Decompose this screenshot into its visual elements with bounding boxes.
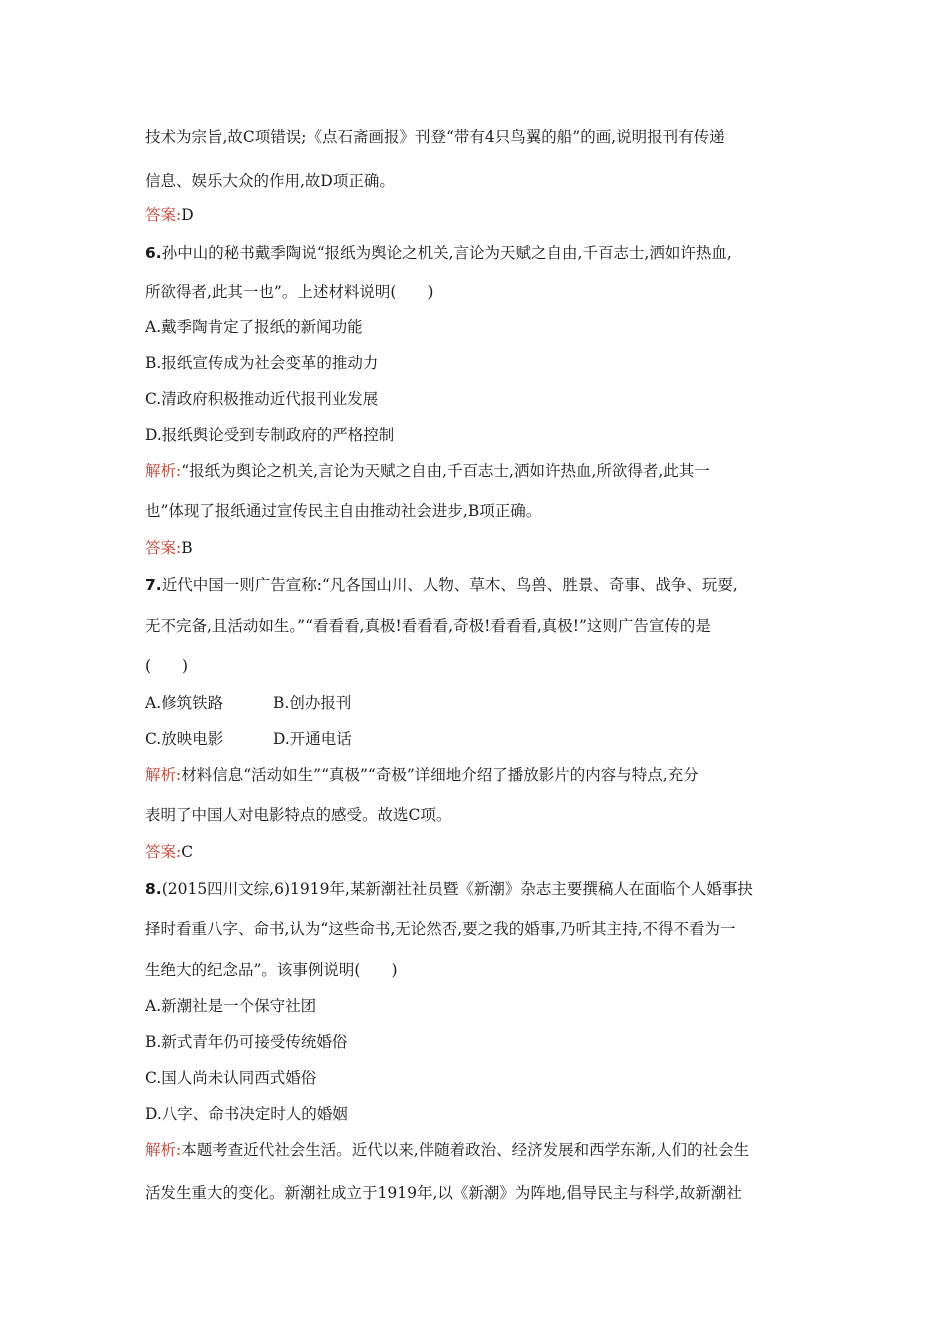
q8-option-d: D.八字、命书决定时人的婚姻 [145,1105,348,1123]
q8-stem-line-2: 择时看重八字、命书,认为“这些命书,无论然否,要之我的婚事,乃听其主持,不得不看为一 [145,920,736,938]
q7-options-row-1 [145,692,815,714]
q7-options-row-2 [145,728,815,750]
analysis-text: “报纸为舆论之机关,言论为天赋之自由,千百志士,洒如许热血,所欲得者,此其一 [181,462,710,480]
analysis-label: 解析: [145,1141,182,1159]
q7-option-c: C.放映电影 [145,730,224,748]
stem-text: 孙中山的秘书戴季陶说“报纸为舆论之机关,言论为天赋之自由,千百志士,洒如许热血, [161,244,732,262]
q5-answer [145,204,815,226]
q6-analysis-line-2: 也”体现了报纸通过宣传民主自由推动社会进步,B项正确。 [145,502,542,520]
q8-stem-line-1 [145,878,815,900]
question-number: 6. [145,244,162,262]
q6-option-d: D.报纸舆论受到专制政府的严格控制 [145,426,395,444]
answer-value: D [181,206,194,224]
answer-label: 答案: [145,206,182,224]
q7-analysis-line-2: 表明了中国人对电影特点的感受。故选C项。 [145,806,452,824]
answer-value: C [181,843,194,861]
intro-line-2: 信息、娱乐大众的作用,故D项正确。 [145,172,395,190]
q6-option-c: C.清政府积极推动近代报刊业发展 [145,390,379,408]
analysis-text: 材料信息“活动如生”“真极”“奇极”详细地介绍了播放影片的内容与特点,充分 [181,766,699,784]
q7-answer [145,841,815,863]
q7-stem-line-2: 无不完备,且活动如生。”“看看看,真极!看看看,奇极!看看看,真极!”这则广告宣传的是 [145,617,711,635]
question-number: 8. [145,880,162,898]
answer-label: 答案: [145,843,182,861]
answer-label: 答案: [145,539,182,557]
intro-line-1: 技术为宗旨,故C项错误;《点石斋画报》刊登“带有4只鸟翼的船”的画,说明报刊有传递 [145,128,725,146]
q8-option-b: B.新式青年仍可接受传统婚俗 [145,1033,348,1051]
q8-stem-line-3: 生绝大的纪念品”。该事例说明( ) [145,961,398,979]
q8-option-a: A.新潮社是一个保守社团 [145,997,317,1015]
q7-option-d: D.开通电话 [273,730,352,748]
q7-stem-line-1 [145,574,815,596]
answer-value: B [181,539,193,557]
analysis-text: 本题考查近代社会生活。近代以来,伴随着政治、经济发展和西学东渐,人们的社会生 [181,1141,750,1159]
q6-option-b: B.报纸宣传成为社会变革的推动力 [145,354,379,372]
q8-analysis-line-2: 活发生重大的变化。新潮社成立于1919年,以《新潮》为阵地,倡导民主与科学,故新潮社 [145,1184,742,1202]
q7-option-a: A.修筑铁路 [145,694,224,712]
analysis-label: 解析: [145,462,182,480]
q8-option-c: C.国人尚未认同西式婚俗 [145,1069,317,1087]
q7-stem-line-3: ( ) [145,657,189,675]
stem-text: (2015四川文综,6)1919年,某新潮社社员暨《新潮》杂志主要撰稿人在面临个人婚事抉 [161,880,753,898]
stem-text: 近代中国一则广告宣称:“凡各国山川、人物、草木、鸟兽、胜景、奇事、战争、玩耍, [161,576,738,594]
q6-answer [145,537,815,559]
q6-stem-line-2: 所欲得者,此其一也”。上述材料说明( ) [145,283,434,301]
q6-option-a: A.戴季陶肯定了报纸的新闻功能 [145,318,363,336]
q6-analysis-line-1 [145,460,815,482]
q8-analysis-line-1 [145,1139,815,1161]
analysis-label: 解析: [145,766,182,784]
q6-stem-line-1 [145,242,815,264]
q7-option-b: B.创办报刊 [273,694,352,712]
question-number: 7. [145,576,162,594]
q7-analysis-line-1 [145,764,815,786]
